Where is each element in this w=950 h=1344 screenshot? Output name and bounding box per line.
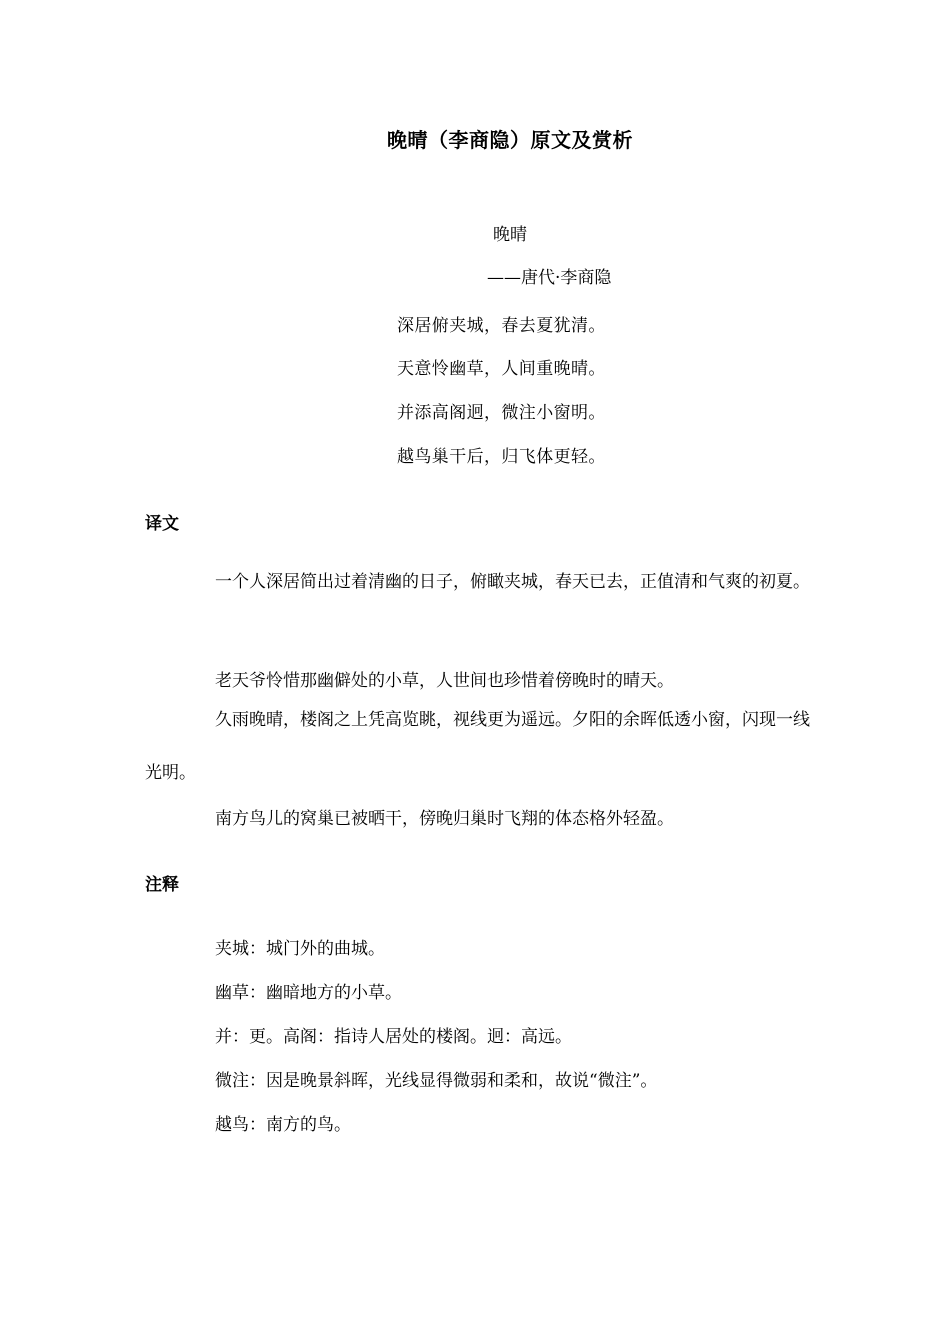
translation-paragraph: 久雨晚晴，楼阁之上凭高览眺，视线更为遥远。夕阳的余晖低透小窗，闪现一线光明。 xyxy=(145,710,810,783)
poem-line: 天意怜幽草，人间重晚晴。 xyxy=(397,359,606,379)
note-item: 幽草：幽暗地方的小草。 xyxy=(215,983,402,1003)
note-item: 并：更。高阁：指诗人居处的楼阁。迥：高远。 xyxy=(215,1027,572,1047)
translation-paragraph: 南方鸟儿的窝巢已被晒干，傍晚归巢时飞翔的体态格外轻盈。 xyxy=(215,809,674,829)
note-item: 夹城：城门外的曲城。 xyxy=(215,939,385,959)
poem-line: 越鸟巢干后，归飞体更轻。 xyxy=(397,447,606,467)
translation-paragraph: 一个人深居简出过着清幽的日子，俯瞰夹城，春天已去，正值清和气爽的初夏。 xyxy=(215,572,810,592)
document-title: 晚晴（李商隐）原文及赏析 xyxy=(387,128,633,152)
translation-heading: 译文 xyxy=(145,514,179,534)
translation-paragraph: 老天爷怜惜那幽僻处的小草，人世间也珍惜着傍晚时的晴天。 xyxy=(215,671,674,691)
note-item: 微注：因是晚景斜晖，光线显得微弱和柔和，故说“微注”。 xyxy=(215,1071,658,1091)
poem-line: 深居俯夹城，春去夏犹清。 xyxy=(397,316,606,336)
poem-line: 并添高阁迥，微注小窗明。 xyxy=(397,403,606,423)
note-item: 越鸟：南方的鸟。 xyxy=(215,1115,351,1135)
poem-title: 晚晴 xyxy=(493,225,527,245)
notes-heading: 注释 xyxy=(145,875,179,895)
poem-author: ——唐代·李商隐 xyxy=(487,268,612,288)
